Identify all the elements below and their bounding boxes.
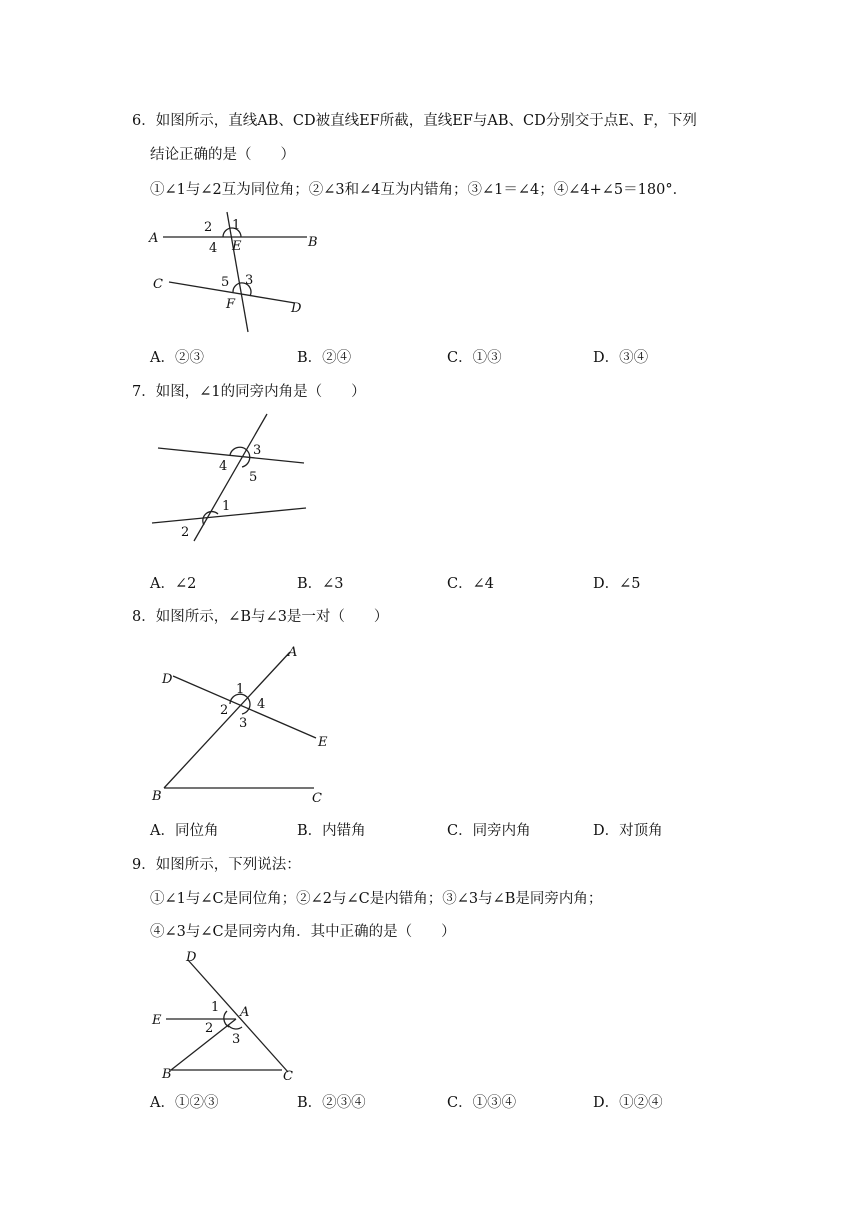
q7-upper-line: [158, 448, 304, 463]
q6-label-c: C: [153, 277, 163, 292]
q8-number: 8．: [132, 609, 156, 625]
q7-number: 7．: [132, 384, 156, 400]
q9-option-a: A．①②③: [150, 1095, 219, 1111]
q7-angle-1: 1: [222, 499, 231, 514]
q6-angle-3: 3: [245, 273, 254, 288]
q9-angle-2: 2: [205, 1021, 214, 1036]
q7-angle-2: 2: [181, 525, 190, 540]
q6-option-a: A．②③: [150, 350, 204, 366]
q6-label-a: A: [149, 231, 159, 246]
q8-label-b: B: [152, 789, 162, 804]
q9-stem-line1: [132, 855, 301, 875]
q9-label-d: D: [186, 950, 197, 965]
q6-statements: ①∠1与∠2互为同位角；②∠3和∠4互为内错角；③∠1＝∠4；④∠4+∠5＝180°．: [150, 182, 688, 198]
q8-option-b: B．内错角: [297, 823, 366, 839]
q7-figure: [150, 410, 320, 545]
q6-stem-text: 如图所示，直线AB、CD被直线EF所截，直线EF与AB、CD分别交于点E、F，下列: [155, 113, 697, 129]
q9-label-b: B: [162, 1067, 172, 1082]
q8-label-c: C: [312, 791, 322, 806]
q9-stem-text: 如图所示，下列说法：: [155, 857, 301, 873]
q9-option-c: C．①③④: [447, 1095, 517, 1111]
q6-option-c: C．①③: [447, 350, 502, 366]
q8-line-ba: [164, 652, 290, 788]
q6-label-b: B: [308, 235, 318, 250]
q6-label-d: D: [291, 301, 302, 316]
q9-label-c: C: [283, 1069, 293, 1084]
q6-number: 6．: [132, 113, 156, 129]
q7-option-c: C．∠4: [447, 576, 494, 592]
q9-number: 9．: [132, 857, 156, 873]
q8-label-e: E: [318, 735, 328, 750]
q8-angle-1: 1: [236, 682, 245, 697]
q7-stem-text: 如图，∠1的同旁内角是（ ）: [155, 384, 366, 400]
q6-stem-line2: 结论正确的是（ ）: [150, 147, 295, 163]
q6-stem-line1: [132, 111, 697, 131]
q7-angle-4: 4: [219, 459, 228, 474]
q8-option-a: A．同位角: [150, 823, 219, 839]
q9-statements-line2: ④∠3与∠C是同旁内角．其中正确的是（ ）: [150, 924, 456, 940]
q6-figure: [145, 210, 345, 340]
q8-option-d: D．对顶角: [593, 823, 663, 839]
q7-option-a: A．∠2: [150, 576, 197, 592]
q6-angle-1: 1: [232, 218, 241, 233]
q8-stem-text: 如图所示，∠B与∠3是一对（ ）: [155, 609, 389, 625]
q7-option-b: B．∠3: [297, 576, 344, 592]
q6-label-e: E: [232, 239, 242, 254]
q8-angle-2: 2: [220, 703, 229, 718]
q6-angle-5: 5: [221, 275, 230, 290]
q8-arc: [230, 694, 250, 714]
q9-angle-1: 1: [211, 1000, 220, 1015]
q7-angle-3: 3: [253, 443, 262, 458]
q7-stem-line1: [132, 382, 366, 402]
q9-label-e: E: [152, 1013, 162, 1028]
q9-label-a: A: [240, 1005, 250, 1020]
q9-line-dc: [188, 960, 288, 1072]
q9-option-b: B．②③④: [297, 1095, 366, 1111]
q6-angle-2: 2: [204, 220, 213, 235]
q9-option-d: D．①②④: [593, 1095, 663, 1111]
q8-angle-3: 3: [239, 716, 248, 731]
q8-label-d: D: [162, 672, 173, 687]
q9-statements-line1: ①∠1与∠C是同位角；②∠2与∠C是内错角；③∠3与∠B是同旁内角；: [150, 891, 603, 907]
q8-figure: [148, 640, 348, 805]
q6-angle-4: 4: [209, 241, 218, 256]
q7-angle-5: 5: [249, 470, 258, 485]
q6-option-d: D．③④: [593, 350, 649, 366]
q6-label-f: F: [226, 297, 236, 312]
q9-arc-3: [228, 1025, 242, 1029]
q9-line-ab: [171, 1019, 236, 1070]
q8-angle-4: 4: [257, 697, 266, 712]
q9-figure: [148, 948, 308, 1088]
q8-label-a: A: [288, 645, 298, 660]
q9-angle-3: 3: [232, 1032, 241, 1047]
q8-stem-line1: [132, 607, 388, 627]
q7-option-d: D．∠5: [593, 576, 641, 592]
q6-option-b: B．②④: [297, 350, 352, 366]
q8-option-c: C．同旁内角: [447, 823, 531, 839]
